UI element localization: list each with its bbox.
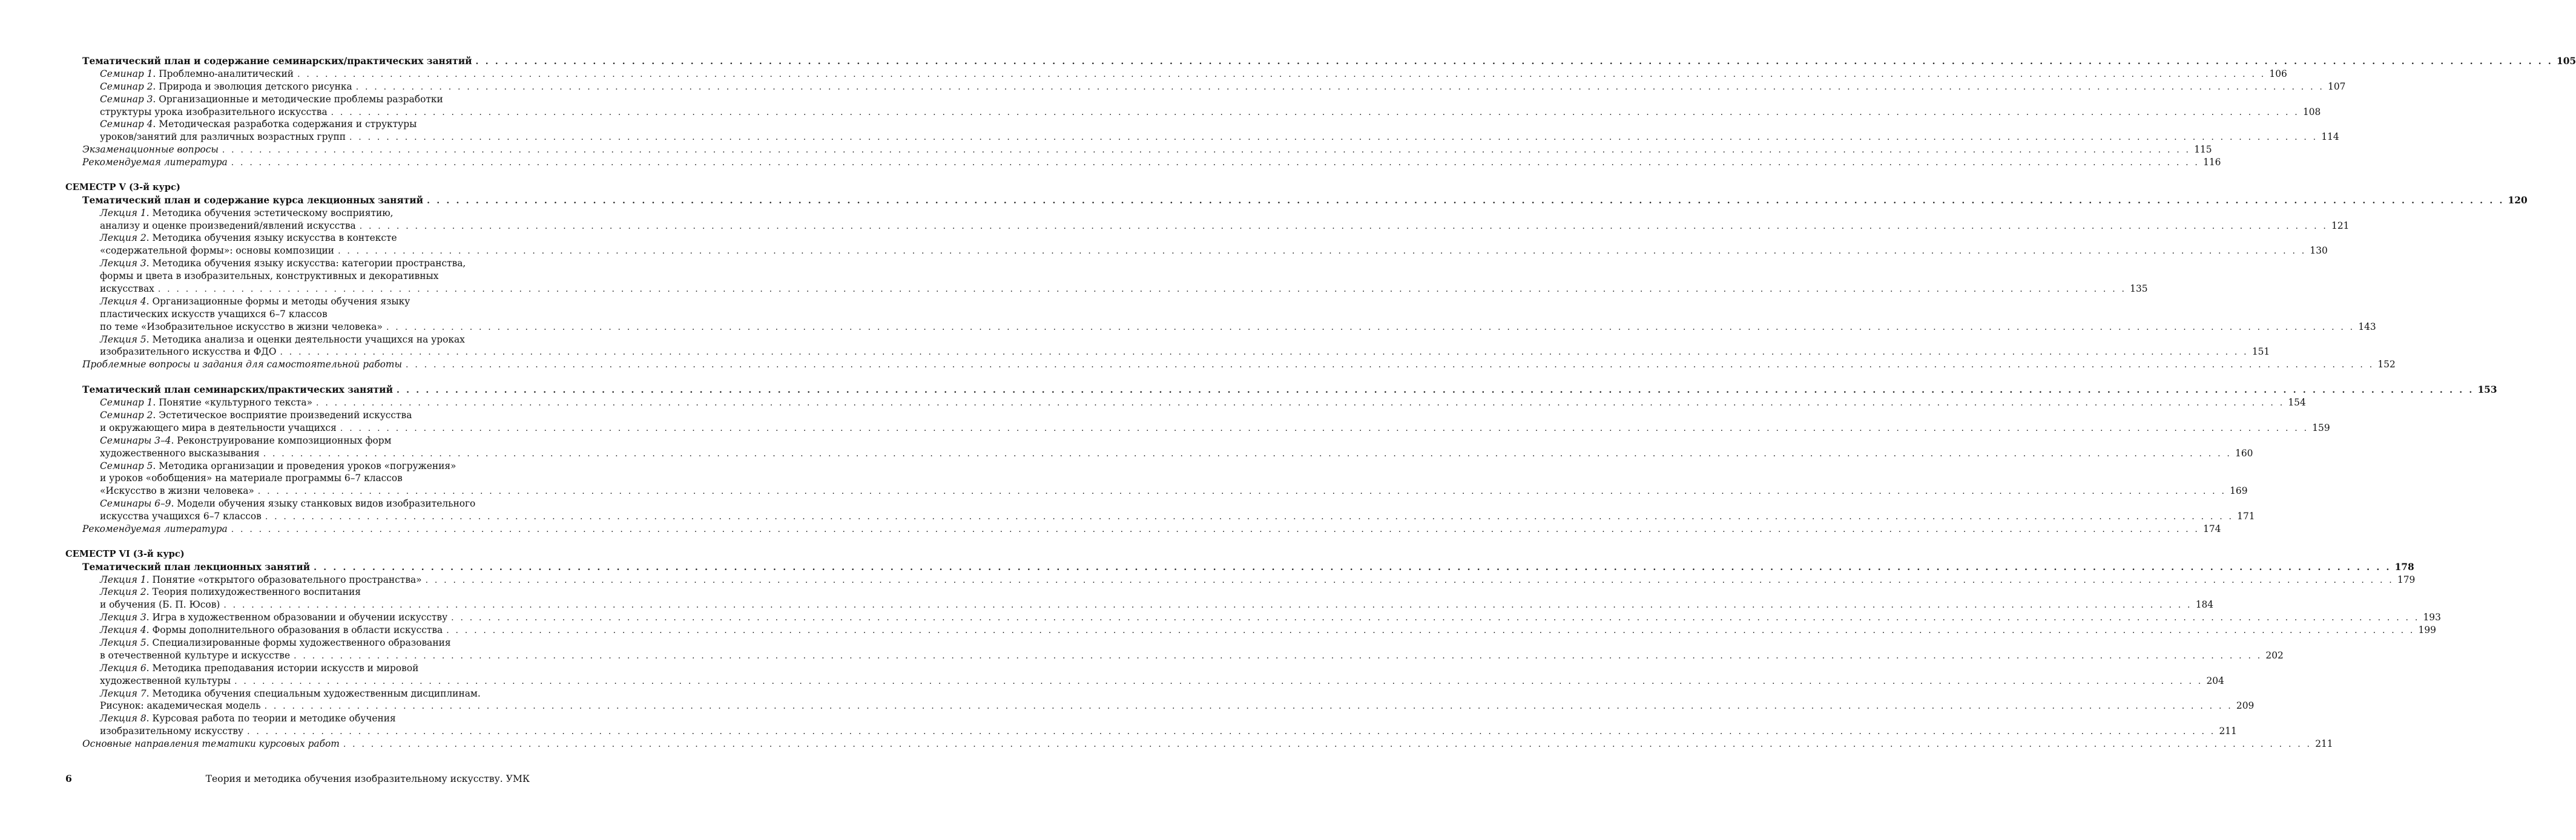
entry-title (100, 649, 290, 662)
toc-entry (65, 485, 2248, 497)
dot-leader (265, 700, 2233, 713)
page-ref: 135 (2130, 283, 2148, 295)
entry-label-italic: Семинары 3–4 (100, 435, 171, 446)
toc-entry (65, 68, 2287, 80)
entry-label-italic: Рекомендуемая литература (82, 523, 228, 534)
toc-text-line (65, 207, 530, 220)
entry-title (100, 624, 443, 637)
entry-label-italic: Семинар 4 (100, 119, 153, 130)
dot-leader (406, 359, 2374, 372)
entry-label-italic: Семинар 1 (100, 68, 153, 79)
page-ref: 151 (2252, 346, 2270, 358)
entry-title (100, 498, 475, 509)
toc-text-line (65, 257, 530, 270)
entry-title (100, 232, 397, 243)
entry-text: в отечественной культуре и искусстве (100, 649, 291, 661)
toc-text-line (65, 118, 530, 131)
entry-title (100, 296, 410, 307)
page-ref: 116 (2203, 157, 2221, 168)
entry-title (82, 143, 219, 156)
toc-text-line (65, 435, 530, 447)
dot-leader (280, 346, 2248, 359)
toc-entry (65, 649, 2284, 662)
entry-text: художественной культуры (100, 675, 231, 686)
dot-leader (234, 675, 2202, 688)
entry-title (100, 321, 383, 333)
entry-title (100, 410, 412, 421)
toc-entry (65, 624, 2436, 637)
entry-title (100, 725, 243, 738)
entry-text: . Методика анализа и оценки деятельности учащихся на уроках (146, 333, 465, 345)
entry-text: и окружающего мира в деятельности учащихся (100, 422, 337, 433)
page-ref: 211 (2315, 738, 2333, 750)
entry-title (65, 549, 185, 559)
entry-title (100, 119, 417, 130)
toc-text-line (65, 93, 530, 106)
toc-entry (65, 220, 2350, 232)
entry-title (100, 80, 352, 93)
toc-entry (65, 283, 2148, 295)
entry-title (100, 309, 328, 320)
toc-entry (65, 106, 2321, 119)
entry-text: Тематический план и содержание курса лекционных занятий (82, 194, 424, 206)
entry-label-italic: Лекция 5 (100, 637, 147, 648)
toc-entry (65, 561, 2414, 574)
entry-title (100, 131, 346, 143)
entry-text: . Организационные формы и методы обучения языку (146, 295, 410, 307)
dot-leader (247, 726, 2215, 738)
page-ref: 159 (2312, 422, 2330, 433)
dot-leader (263, 448, 2232, 461)
entry-title (100, 435, 392, 446)
entry-title (100, 599, 220, 611)
semester-heading (65, 548, 530, 561)
entry-label-italic: Семинары 6–9 (100, 498, 171, 510)
toc-text-line (65, 333, 530, 346)
entry-title (100, 574, 422, 586)
entry-title (100, 485, 254, 497)
dot-leader (427, 195, 2504, 208)
entry-title (82, 384, 393, 396)
dot-leader (426, 574, 2394, 587)
entry-text: Рисунок: академическая модель (100, 700, 261, 712)
entry-text: . Формы дополнительного образования в области искусства (146, 625, 443, 636)
entry-text: и уроков «обобщения» на материале программы 6–7 классов (100, 473, 403, 484)
page-ref: 130 (2310, 245, 2328, 257)
page-ref: 120 (2508, 194, 2528, 206)
toc-entry (65, 574, 2416, 586)
toc-entry (65, 700, 2255, 712)
toc-entry (65, 244, 2328, 257)
entry-title (82, 358, 402, 371)
entry-text: по теме «Изобразительное искусство в жизни человека» (100, 321, 383, 332)
toc-text-line (65, 460, 530, 473)
entry-text: . Модели обучения языку станковых видов изобразительного (171, 498, 476, 510)
entry-text: Тематический план лекционных занятий (82, 561, 311, 573)
entry-text: . Эстетическое восприятие произведений искусства (153, 409, 412, 421)
entry-title (82, 738, 340, 750)
toc-text-line (65, 637, 530, 649)
entry-text: «содержательной формы»: основы композиции (100, 245, 335, 257)
entry-text: пластических искусств учащихся 6–7 классов (100, 308, 328, 320)
toc-entry (65, 675, 2224, 687)
entry-label-italic: Лекция 1 (100, 574, 147, 585)
dot-leader (294, 650, 2262, 663)
page-ref: 108 (2302, 106, 2321, 117)
toc-entry (65, 422, 2330, 435)
entry-title (100, 244, 334, 257)
entry-title (82, 55, 472, 68)
page-ref: 115 (2194, 144, 2212, 156)
entry-text: . Проблемно-аналитический (153, 68, 294, 79)
entry-label-italic: Семинар 2 (100, 80, 153, 92)
entry-title (100, 271, 438, 281)
entry-title (100, 94, 443, 105)
entry-text: формы и цвета в изобразительных, конструктивных и декоративных (100, 271, 439, 282)
page-ref: 171 (2237, 511, 2255, 522)
semester-heading (65, 182, 530, 194)
entry-text: структуры урока изобразительного искусства (100, 106, 328, 117)
entry-title (100, 334, 465, 345)
entry-title (82, 194, 423, 207)
page-ref: 121 (2331, 220, 2350, 231)
entry-title (100, 461, 456, 471)
dot-leader (446, 625, 2414, 637)
entry-text: СЕМЕСТР V (3-й курс) (65, 182, 180, 192)
toc-entry (65, 599, 2214, 611)
entry-text: искусствах (100, 283, 154, 295)
section-gap (65, 371, 530, 384)
page-ref: 174 (2203, 523, 2221, 534)
page-ref: 154 (2288, 397, 2306, 409)
toc-entry (65, 523, 2221, 536)
entry-text: . Методика обучения языку искусства: категории пространства, (146, 258, 466, 269)
entry-label-italic: Лекция 1 (100, 207, 147, 218)
entry-title (100, 208, 394, 218)
toc-entry (65, 738, 2333, 750)
toc-entry (65, 358, 2396, 371)
entry-title (100, 258, 466, 269)
toc-text-line (65, 409, 530, 422)
entry-title (65, 182, 180, 192)
page-ref: 153 (2477, 384, 2497, 396)
page-ref: 106 (2269, 68, 2287, 79)
entry-label-italic: Лекция 2 (100, 586, 147, 598)
entry-label-italic: Лекция 3 (100, 258, 147, 269)
entry-text: искусства учащихся 6–7 классов (100, 511, 262, 522)
entry-text: анализу и оценке произведений/явлений искусства (100, 220, 356, 231)
page-ref: 114 (2321, 131, 2339, 143)
entry-title (100, 346, 276, 358)
entry-title (100, 675, 231, 687)
entry-title (100, 68, 294, 80)
toc-entry (65, 80, 2346, 93)
toc-text-line (65, 472, 530, 485)
entry-label-italic: Лекция 7 (100, 687, 147, 699)
entry-label-italic: Проблемные вопросы и задания для самостоятельной работы (82, 359, 403, 370)
entry-title (100, 447, 260, 460)
entry-text: . Теория полихудожественного воспитания (146, 586, 361, 598)
entry-title (82, 561, 310, 574)
entry-label-italic: Лекция 6 (100, 662, 147, 674)
toc-entry (65, 321, 2376, 333)
dot-leader (356, 81, 2324, 94)
dot-leader (451, 612, 2419, 625)
entry-text: . Специализированные формы художественного образования (146, 637, 451, 648)
page-number: 6 (65, 773, 72, 784)
entry-text: . Организационные и методические проблемы разработки (153, 93, 443, 105)
page-ref: 178 (2394, 561, 2414, 573)
dot-leader (222, 144, 2190, 157)
toc-text-line (65, 497, 530, 510)
dot-leader (316, 397, 2284, 410)
section-gap (65, 536, 530, 548)
entry-label-italic: Семинар 5 (100, 460, 153, 471)
dot-leader (386, 321, 2354, 334)
entry-text: изобразительному искусству (100, 726, 244, 737)
dot-leader (476, 56, 2553, 68)
page-ref: 199 (2418, 625, 2436, 636)
toc-entry (65, 143, 2212, 156)
toc-entry (65, 396, 2306, 409)
toc-text-line (65, 687, 530, 700)
toc-text-line (65, 712, 530, 725)
entry-text: «Искусство в жизни человека» (100, 485, 254, 497)
entry-title (100, 586, 361, 597)
dot-leader (360, 220, 2328, 233)
entry-text: . Методическая разработка содержания и структуры (153, 119, 417, 130)
toc-entry (65, 611, 2441, 624)
dot-leader (231, 523, 2199, 536)
toc-entry (65, 131, 2339, 143)
entry-label-italic: Лекция 8 (100, 713, 147, 724)
entry-text: и обучения (Б. П. Юсов) (100, 599, 220, 611)
entry-text: . Игра в художественном образовании и обучении искусству (146, 612, 448, 623)
entry-label-italic: Семинар 3 (100, 93, 153, 105)
dot-leader (258, 485, 2226, 498)
entry-label-italic: Лекция 4 (100, 625, 147, 636)
page-ref: 202 (2265, 649, 2284, 661)
table-of-contents (65, 55, 2576, 750)
entry-text: СЕМЕСТР VI (3-й курс) (65, 548, 185, 559)
page-ref: 105 (2557, 56, 2576, 67)
toc-text-line (65, 270, 530, 283)
entry-title (100, 663, 418, 674)
entry-text: . Методика обучения специальным художественным дисциплинам. (146, 687, 481, 699)
entry-title (100, 473, 403, 484)
entry-title (100, 713, 396, 724)
dot-leader (158, 283, 2126, 296)
dot-leader (340, 422, 2308, 435)
toc-entry (65, 725, 2237, 738)
entry-text: . Курсовая работа по теории и методике обучения (146, 713, 396, 724)
toc-text-line (65, 295, 530, 308)
entry-text: . Реконструирование композиционных форм (171, 435, 392, 446)
dot-leader (265, 511, 2233, 523)
entry-label-italic: Экзаменационные вопросы (82, 144, 219, 156)
toc-text-line (65, 586, 530, 599)
toc-entry (65, 510, 2255, 523)
entry-text: . Понятие «культурного текста» (153, 397, 313, 409)
entry-text: художественного высказывания (100, 447, 260, 459)
dot-leader (397, 384, 2474, 397)
entry-text: . Методика организации и проведения уроков «погружения» (153, 460, 456, 471)
toc-text-line (65, 662, 530, 675)
entry-text: . Природа и эволюция детского рисунка (153, 80, 352, 92)
page-ref: 152 (2377, 359, 2396, 370)
entry-label-italic: Лекция 3 (100, 612, 147, 623)
page-ref: 169 (2230, 485, 2248, 497)
toc-entry (65, 55, 2576, 68)
dot-leader (314, 562, 2391, 574)
entry-label-italic: Семинар 2 (100, 409, 153, 421)
page-footer (65, 773, 530, 786)
page-ref: 143 (2358, 321, 2376, 332)
entry-text: изобразительного искусства и ФДО (100, 346, 277, 358)
entry-label-italic: Семинар 1 (100, 397, 153, 409)
page-ref: 184 (2195, 599, 2214, 611)
entry-label-italic: Лекция 4 (100, 295, 147, 307)
entry-label-italic: Лекция 5 (100, 333, 147, 345)
entry-text: . Методика обучения эстетическому восприятию, (146, 207, 394, 218)
entry-text: уроков/занятий для различных возрастных групп (100, 131, 346, 143)
dot-leader (349, 131, 2317, 144)
entry-title (100, 611, 447, 624)
toc-entry (65, 346, 2270, 358)
page-ref: 179 (2397, 574, 2416, 585)
dot-leader (223, 599, 2192, 612)
entry-title (100, 220, 356, 232)
entry-title (82, 523, 228, 536)
entry-text: . Методика обучения языку искусства в контексте (146, 232, 397, 244)
entry-label-italic: Основные направления тематики курсовых работ (82, 738, 340, 750)
dot-leader (297, 68, 2265, 81)
dot-leader (343, 738, 2311, 751)
entry-title (100, 637, 451, 648)
entry-text: . Методика преподавания истории искусств и мировой (146, 662, 419, 674)
toc-entry (65, 447, 2253, 460)
entry-text: Тематический план и содержание семинарских/практических занятий (82, 56, 472, 67)
page-ref: 107 (2328, 80, 2346, 92)
section-gap (65, 169, 530, 182)
entry-text: Тематический план семинарских/практических занятий (82, 384, 393, 396)
page-ref: 204 (2206, 675, 2224, 686)
entry-label-italic: Лекция 2 (100, 232, 147, 244)
toc-text-line (65, 232, 530, 244)
entry-title (82, 156, 228, 169)
dot-leader (231, 157, 2199, 169)
entry-label-italic: Рекомендуемая литература (82, 157, 228, 168)
entry-title (100, 688, 481, 699)
running-title: Теория и методика обучения изобразительному искусству. УМК (205, 773, 530, 784)
entry-title (100, 106, 328, 119)
toc-text-line (65, 308, 530, 321)
page-ref: 209 (2236, 700, 2255, 712)
toc-entry (65, 156, 2221, 169)
page-ref: 211 (2219, 726, 2237, 737)
entry-text: . Понятие «открытого образовательного пространства» (146, 574, 422, 585)
entry-title (100, 510, 262, 523)
toc-entry (65, 194, 2528, 207)
page-ref: 193 (2423, 612, 2441, 623)
dot-leader (338, 245, 2306, 258)
dot-leader (331, 107, 2299, 119)
entry-title (100, 700, 261, 712)
page-ref: 160 (2235, 447, 2253, 459)
toc-entry (65, 384, 2497, 396)
entry-title (100, 422, 337, 435)
entry-title (100, 283, 154, 295)
entry-title (100, 396, 312, 409)
